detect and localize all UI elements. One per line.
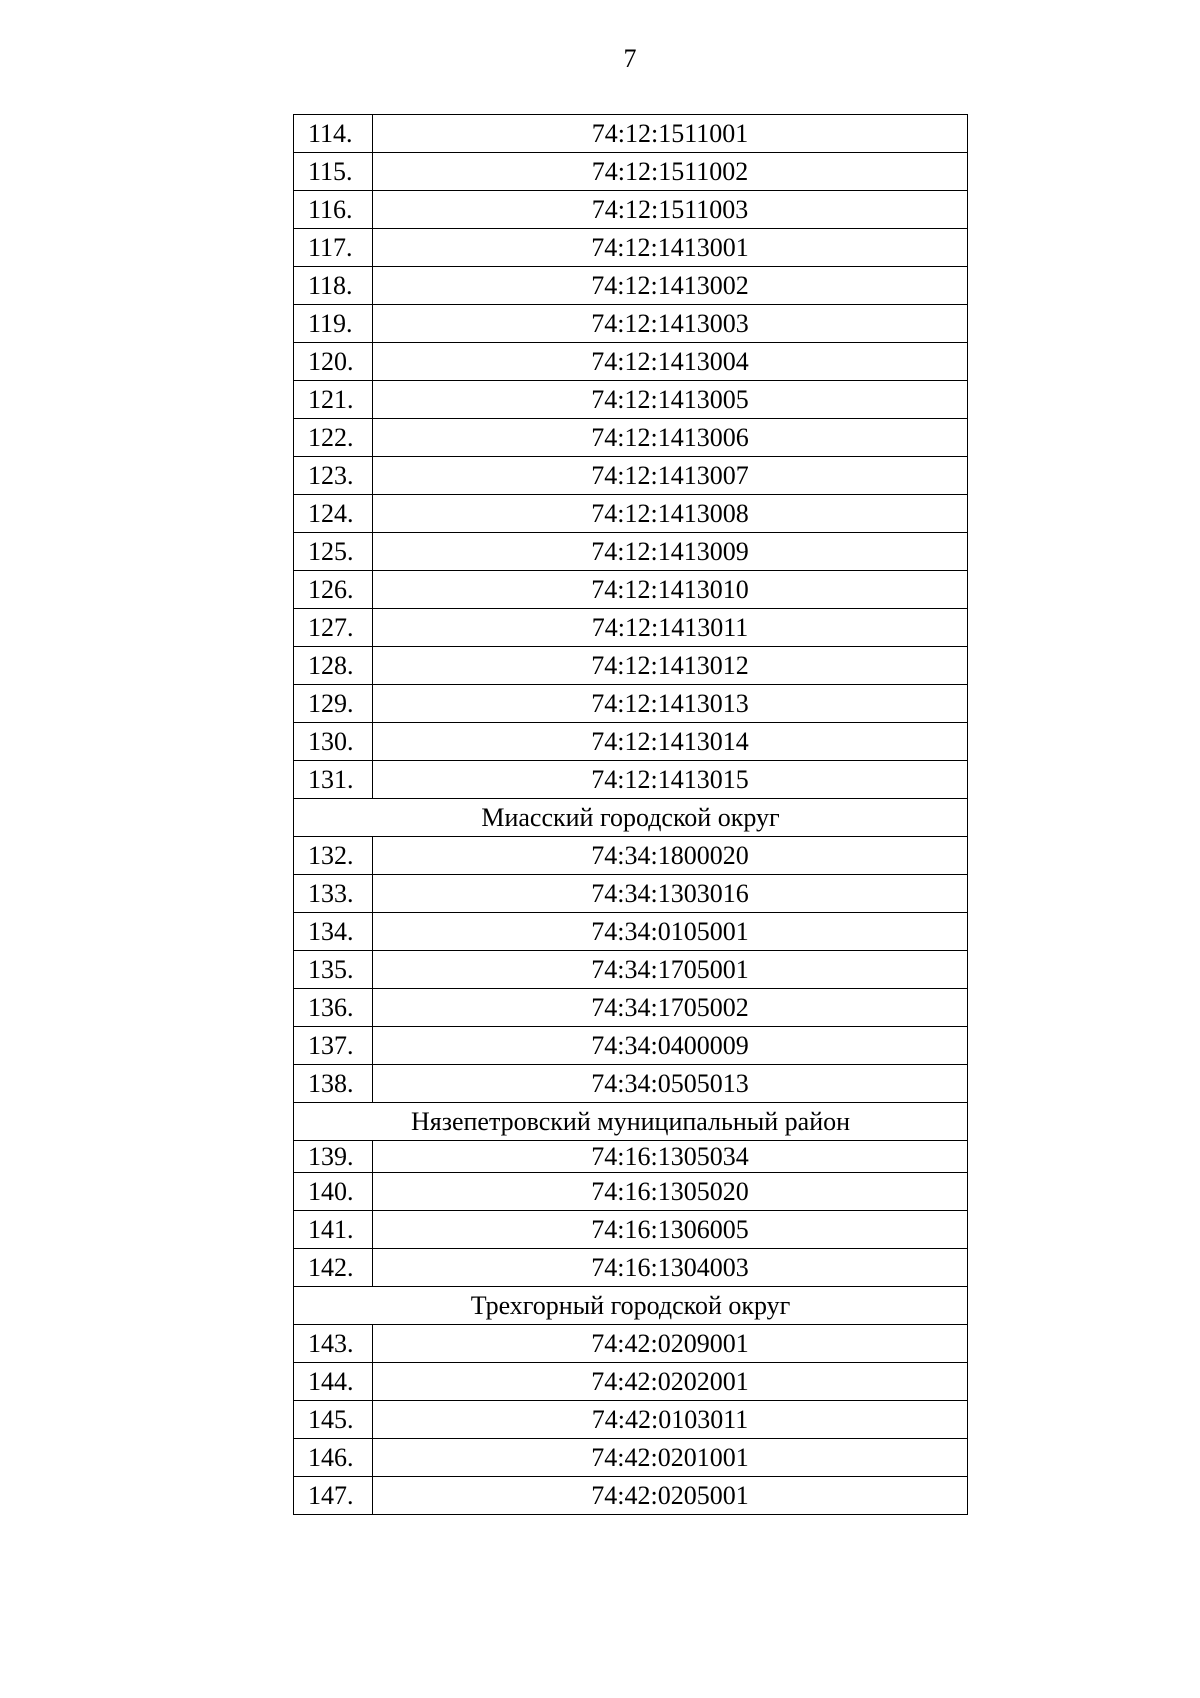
section-title: Миасский городской округ (294, 799, 968, 837)
row-number: 138. (294, 1065, 373, 1103)
cadastral-number: 74:12:1511002 (373, 153, 968, 191)
cadastral-number: 74:12:1413004 (373, 343, 968, 381)
table-row (294, 913, 968, 951)
cadastral-number: 74:12:1413001 (373, 229, 968, 267)
cadastral-number: 74:12:1413006 (373, 419, 968, 457)
row-number: 130. (294, 723, 373, 761)
table-row (294, 1363, 968, 1401)
table-row (294, 1439, 968, 1477)
table-row (294, 381, 968, 419)
row-number: 127. (294, 609, 373, 647)
cadastral-number: 74:16:1305034 (373, 1141, 968, 1173)
row-number: 115. (294, 153, 373, 191)
row-number: 126. (294, 571, 373, 609)
row-number: 140. (294, 1173, 373, 1211)
table-row (294, 837, 968, 875)
row-number: 117. (294, 229, 373, 267)
cadastral-number: 74:34:0105001 (373, 913, 968, 951)
table-row (294, 1027, 968, 1065)
cadastral-number: 74:12:1413014 (373, 723, 968, 761)
table-row (294, 153, 968, 191)
page-number: 7 (623, 44, 637, 73)
cadastral-number: 74:42:0205001 (373, 1477, 968, 1515)
table-row (294, 305, 968, 343)
cadastral-number: 74:34:1705002 (373, 989, 968, 1027)
row-number: 116. (294, 191, 373, 229)
row-number: 118. (294, 267, 373, 305)
table-row (294, 723, 968, 761)
table-row (294, 761, 968, 799)
row-number: 141. (294, 1211, 373, 1249)
row-number: 139. (294, 1141, 373, 1173)
table-row (294, 1477, 968, 1515)
table-row (294, 343, 968, 381)
cadastral-number: 74:42:0201001 (373, 1439, 968, 1477)
cadastral-number: 74:12:1413009 (373, 533, 968, 571)
row-number: 147. (294, 1477, 373, 1515)
table-row (294, 1211, 968, 1249)
row-number: 146. (294, 1439, 373, 1477)
row-number: 131. (294, 761, 373, 799)
row-number: 119. (294, 305, 373, 343)
cadastral-number: 74:12:1413008 (373, 495, 968, 533)
table-row (294, 989, 968, 1027)
cadastral-number: 74:12:1511001 (373, 115, 968, 153)
row-number: 132. (294, 837, 373, 875)
cadastral-number: 74:34:1303016 (373, 875, 968, 913)
table-body (294, 115, 968, 1515)
table-row (294, 267, 968, 305)
table-row (294, 1325, 968, 1363)
row-number: 144. (294, 1363, 373, 1401)
row-number: 129. (294, 685, 373, 723)
cadastral-number: 74:12:1413003 (373, 305, 968, 343)
row-number: 123. (294, 457, 373, 495)
cadastral-number: 74:12:1413002 (373, 267, 968, 305)
cadastral-number: 74:42:0209001 (373, 1325, 968, 1363)
cadastral-number: 74:12:1511003 (373, 191, 968, 229)
cadastral-number: 74:42:0103011 (373, 1401, 968, 1439)
row-number: 128. (294, 647, 373, 685)
cadastral-number: 74:34:0400009 (373, 1027, 968, 1065)
table-row (294, 533, 968, 571)
cadastral-number: 74:34:1705001 (373, 951, 968, 989)
row-number: 137. (294, 1027, 373, 1065)
row-number: 142. (294, 1249, 373, 1287)
cadastral-number: 74:12:1413010 (373, 571, 968, 609)
section-title: Нязепетровский муниципальный район (294, 1103, 968, 1141)
cadastral-number: 74:16:1305020 (373, 1173, 968, 1211)
cadastral-number: 74:16:1306005 (373, 1211, 968, 1249)
cadastral-number: 74:12:1413011 (373, 609, 968, 647)
table-row (294, 571, 968, 609)
table-row (294, 875, 968, 913)
table-row (294, 495, 968, 533)
section-header-row (294, 799, 968, 837)
table-row (294, 115, 968, 153)
cadastral-number: 74:34:1800020 (373, 837, 968, 875)
row-number: 114. (294, 115, 373, 153)
section-title: Трехгорный городской округ (294, 1287, 968, 1325)
cadastral-number: 74:34:0505013 (373, 1065, 968, 1103)
row-number: 124. (294, 495, 373, 533)
row-number: 133. (294, 875, 373, 913)
table-row (294, 229, 968, 267)
cadastral-quarters-table (293, 114, 968, 1515)
table-row (294, 1173, 968, 1211)
row-number: 136. (294, 989, 373, 1027)
row-number: 122. (294, 419, 373, 457)
row-number: 125. (294, 533, 373, 571)
cadastral-number: 74:12:1413005 (373, 381, 968, 419)
table-row (294, 1065, 968, 1103)
table-row (294, 419, 968, 457)
cadastral-number: 74:12:1413015 (373, 761, 968, 799)
cadastral-number: 74:12:1413007 (373, 457, 968, 495)
table-row (294, 1141, 968, 1173)
section-header-row (294, 1287, 968, 1325)
table-row (294, 1249, 968, 1287)
table-row (294, 609, 968, 647)
table-row (294, 191, 968, 229)
row-number: 121. (294, 381, 373, 419)
row-number: 120. (294, 343, 373, 381)
cadastral-number: 74:16:1304003 (373, 1249, 968, 1287)
cadastral-number: 74:12:1413012 (373, 647, 968, 685)
row-number: 134. (294, 913, 373, 951)
cadastral-number: 74:12:1413013 (373, 685, 968, 723)
cadastral-number: 74:42:0202001 (373, 1363, 968, 1401)
table-row (294, 647, 968, 685)
table-row (294, 457, 968, 495)
row-number: 145. (294, 1401, 373, 1439)
table-row (294, 951, 968, 989)
row-number: 143. (294, 1325, 373, 1363)
table-row (294, 1401, 968, 1439)
section-header-row (294, 1103, 968, 1141)
row-number: 135. (294, 951, 373, 989)
table-row (294, 685, 968, 723)
